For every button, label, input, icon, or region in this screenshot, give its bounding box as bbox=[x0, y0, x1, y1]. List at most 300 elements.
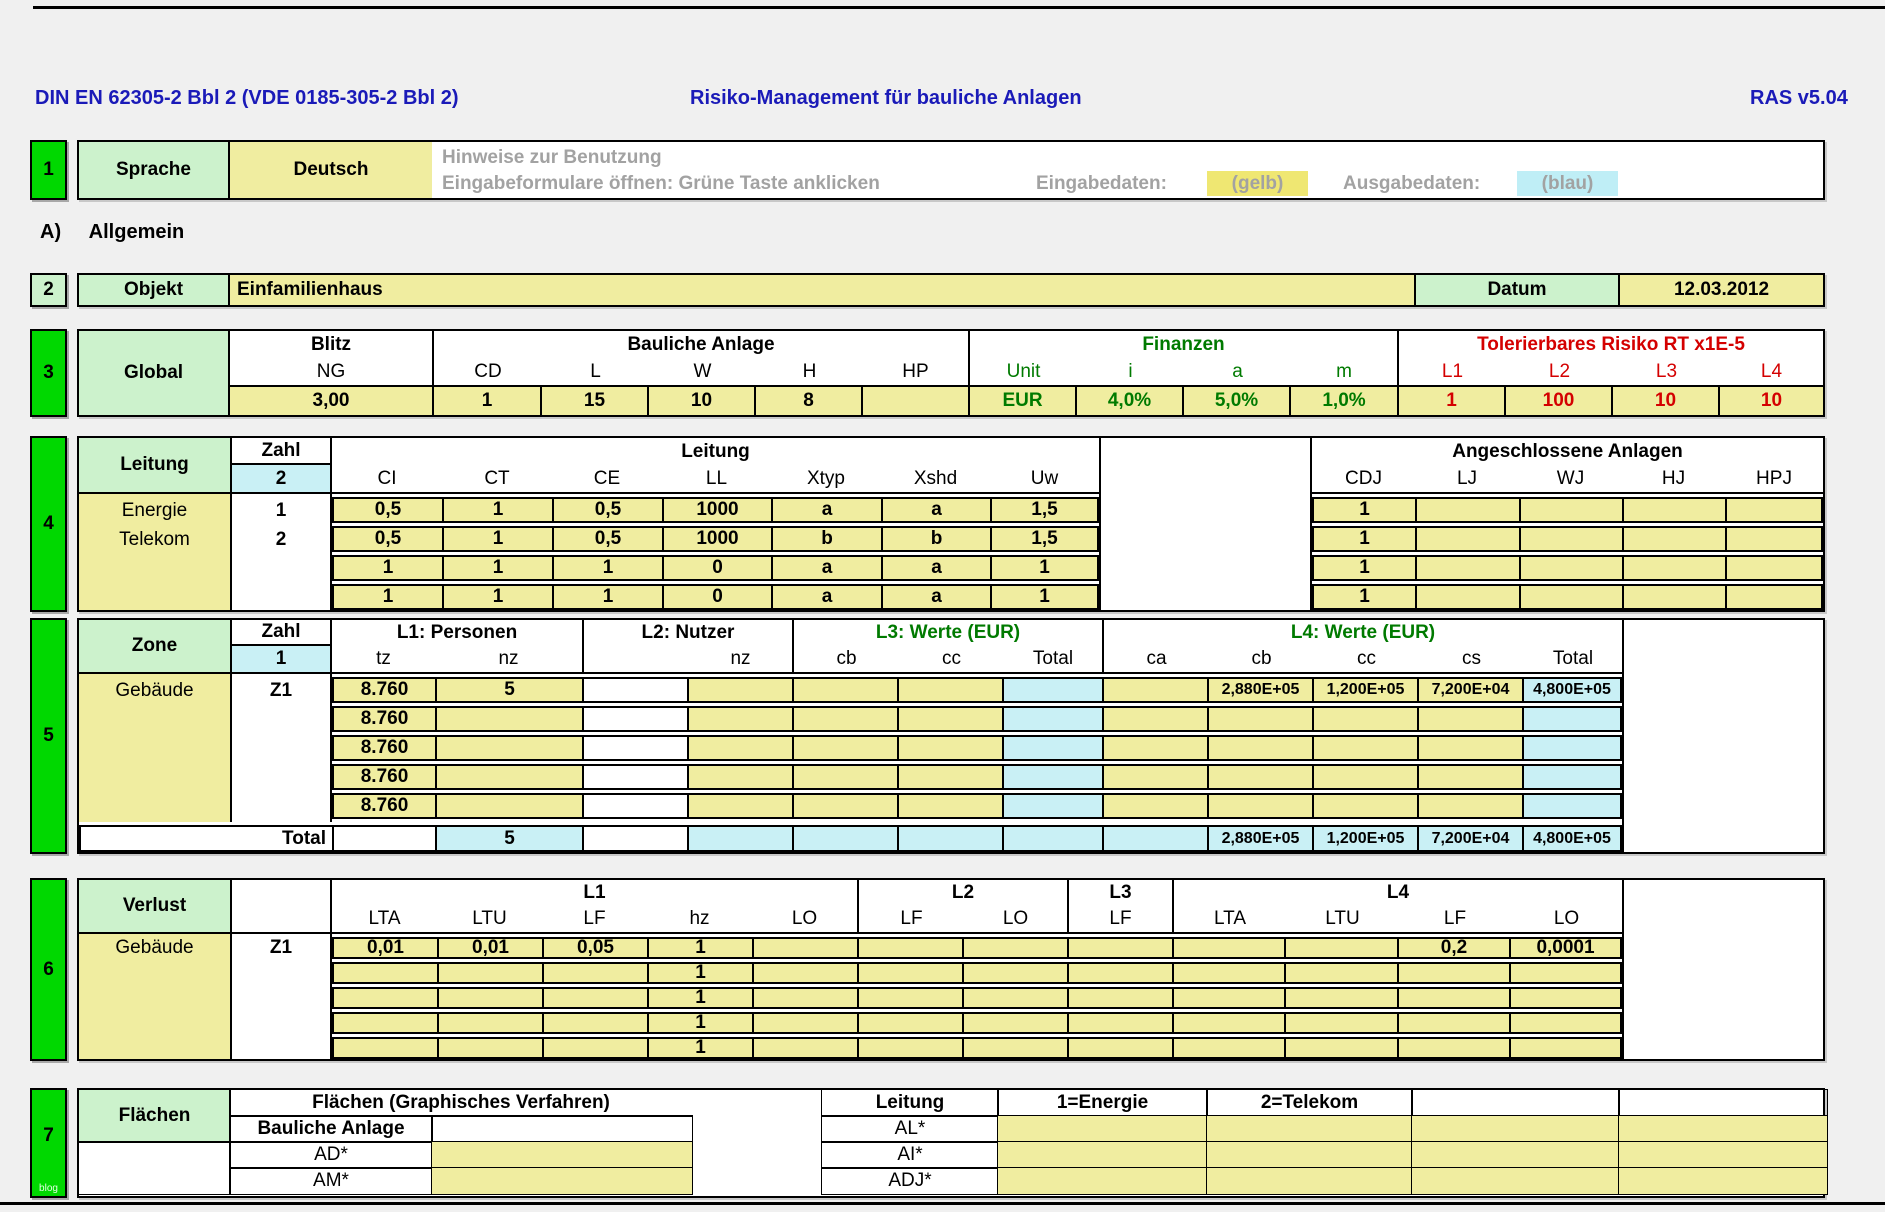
input-cell[interactable] bbox=[1619, 1116, 1827, 1142]
input-cell[interactable]: a bbox=[771, 557, 881, 579]
input-cell[interactable] bbox=[1207, 737, 1312, 759]
input-cell-cd[interactable]: 1 bbox=[432, 387, 540, 415]
input-cell[interactable]: a bbox=[771, 586, 881, 608]
input-cell[interactable] bbox=[1207, 1168, 1412, 1194]
input-cell[interactable] bbox=[752, 1014, 857, 1032]
col-header-blank bbox=[584, 646, 689, 672]
input-cell[interactable] bbox=[542, 1039, 647, 1057]
input-cell[interactable]: 1 bbox=[1314, 499, 1415, 521]
input-cell[interactable]: 0 bbox=[662, 586, 771, 608]
sheet-title: Risiko-Management für bauliche Anlagen bbox=[690, 87, 1082, 109]
input-cell[interactable] bbox=[962, 1039, 1067, 1057]
output-cell-cc: 1,200E+05 bbox=[1312, 827, 1417, 850]
watermark-text: blog bbox=[39, 1183, 58, 1194]
col-header-ca: ca bbox=[1146, 648, 1167, 669]
output-cell bbox=[1002, 766, 1102, 788]
input-cell[interactable] bbox=[1417, 766, 1522, 788]
col-header-l4-lta: LTA bbox=[1213, 908, 1247, 929]
input-cell-tz[interactable]: 8.760 bbox=[334, 679, 435, 701]
zone-name[interactable] bbox=[79, 674, 230, 822]
input-cell[interactable] bbox=[857, 1014, 962, 1032]
spacer-cell bbox=[582, 827, 687, 850]
col-header-cb: cb bbox=[836, 648, 857, 669]
input-cell[interactable]: a bbox=[881, 499, 990, 521]
input-cell-l4-lo[interactable]: 0,0001 bbox=[1509, 939, 1620, 957]
input-cell-rt-l3[interactable]: 10 bbox=[1611, 387, 1718, 415]
input-cell-rt-l2[interactable]: 100 bbox=[1504, 387, 1611, 415]
input-cell[interactable] bbox=[437, 1039, 542, 1057]
input-cell[interactable] bbox=[1519, 557, 1622, 579]
input-cell[interactable] bbox=[1172, 1039, 1284, 1057]
spacer-cell bbox=[692, 1090, 822, 1194]
input-cell[interactable] bbox=[1207, 708, 1312, 730]
group-l3 bbox=[1067, 880, 1172, 932]
group-l2-title: L2: Nutzer bbox=[641, 622, 735, 643]
table-row bbox=[1312, 526, 1823, 552]
input-cell[interactable] bbox=[1725, 586, 1821, 608]
output-cell bbox=[1522, 795, 1620, 817]
input-cell[interactable] bbox=[1172, 964, 1284, 982]
input-cell[interactable]: 1 bbox=[1314, 586, 1415, 608]
zone-label: Zone bbox=[79, 620, 230, 672]
col-header-xtyp: Xtyp bbox=[806, 467, 846, 489]
group-blitz bbox=[230, 331, 432, 385]
leitung-names[interactable] bbox=[79, 494, 230, 610]
group-bauliche-anlage bbox=[432, 331, 968, 385]
input-cell[interactable]: 1 bbox=[552, 557, 662, 579]
page-border-bottom bbox=[0, 1202, 1885, 1205]
input-cell[interactable]: 1,5 bbox=[990, 499, 1097, 521]
input-cell[interactable] bbox=[857, 939, 962, 957]
input-cell-hp[interactable] bbox=[861, 387, 968, 415]
zone-id-text[interactable]: Z1 bbox=[269, 937, 293, 958]
input-cell[interactable] bbox=[1417, 708, 1522, 730]
input-cell[interactable]: 1,5 bbox=[990, 528, 1097, 550]
col-header-nz2: nz bbox=[730, 648, 751, 669]
zahl-header: Zahl bbox=[232, 438, 330, 465]
input-cell[interactable] bbox=[1172, 989, 1284, 1007]
col-header-l2-lo: LO bbox=[1002, 908, 1029, 929]
input-cell[interactable] bbox=[1067, 939, 1172, 957]
input-cell[interactable] bbox=[1412, 1168, 1619, 1194]
blank-header-cell bbox=[1619, 1090, 1827, 1116]
col-header-l4: L4 bbox=[1760, 360, 1783, 382]
group-finanzen bbox=[968, 331, 1397, 385]
input-cell[interactable]: a bbox=[881, 586, 990, 608]
output-cell bbox=[792, 827, 897, 850]
group-anlagen-title: Angeschlossene Anlagen bbox=[1452, 440, 1683, 462]
group-angeschlossene-anlagen bbox=[1312, 438, 1823, 494]
input-cell[interactable] bbox=[334, 1014, 437, 1032]
input-cell-tz[interactable]: 8.760 bbox=[334, 766, 435, 788]
input-cell[interactable] bbox=[1622, 528, 1725, 550]
objekt-value[interactable]: Einfamilienhaus bbox=[230, 275, 1414, 305]
input-cell[interactable] bbox=[1102, 708, 1207, 730]
input-cell-hz[interactable]: 1 bbox=[647, 964, 752, 982]
input-cell[interactable]: 0 bbox=[662, 557, 771, 579]
datum-value[interactable]: 12.03.2012 bbox=[1618, 275, 1823, 305]
col-header-xshd: Xshd bbox=[913, 467, 958, 489]
col-header-hj: HJ bbox=[1661, 467, 1686, 489]
input-cell[interactable] bbox=[897, 795, 1002, 817]
input-cell[interactable] bbox=[1172, 1014, 1284, 1032]
input-cell[interactable] bbox=[857, 964, 962, 982]
col-header-hz: hz bbox=[689, 908, 710, 929]
blank-cell bbox=[79, 1142, 230, 1194]
section-zone bbox=[77, 618, 1825, 854]
input-cell[interactable] bbox=[897, 737, 1002, 759]
input-cell[interactable] bbox=[334, 1039, 437, 1057]
input-cell[interactable]: 0,5 bbox=[334, 528, 442, 550]
input-cell-hz[interactable]: 1 bbox=[647, 939, 752, 957]
input-cell[interactable]: 0,5 bbox=[552, 499, 662, 521]
input-cell[interactable] bbox=[1207, 1142, 1412, 1168]
input-cell[interactable] bbox=[687, 766, 792, 788]
input-cell[interactable]: 1 bbox=[442, 528, 552, 550]
input-cell[interactable] bbox=[962, 964, 1067, 982]
group-l3-werte bbox=[792, 620, 1102, 672]
input-cell[interactable] bbox=[897, 679, 1002, 701]
input-cell[interactable] bbox=[897, 766, 1002, 788]
input-cell[interactable] bbox=[1284, 939, 1397, 957]
input-cell[interactable] bbox=[542, 964, 647, 982]
col-header-cc2: cc bbox=[1357, 648, 1376, 669]
input-cell-rt-l4[interactable]: 10 bbox=[1718, 387, 1823, 415]
output-cell bbox=[897, 827, 1002, 850]
col-header-hpj: HPJ bbox=[1756, 467, 1792, 489]
input-cell[interactable]: b bbox=[771, 528, 881, 550]
input-cell[interactable] bbox=[1415, 557, 1519, 579]
input-cell[interactable] bbox=[1619, 1168, 1827, 1194]
input-cell[interactable] bbox=[432, 1168, 692, 1194]
input-cell-hz[interactable]: 1 bbox=[647, 989, 752, 1007]
col-header-ng: NG bbox=[316, 360, 346, 382]
section-global bbox=[77, 329, 1825, 417]
input-cell[interactable]: 1000 bbox=[662, 499, 771, 521]
col-header-ll: LL bbox=[705, 467, 728, 489]
col-header-lo: LO bbox=[791, 908, 818, 929]
input-cell-lf[interactable]: 0,05 bbox=[542, 939, 647, 957]
input-cell[interactable] bbox=[752, 1039, 857, 1057]
input-cell-hz[interactable]: 1 bbox=[647, 1039, 752, 1057]
leitung-name-1[interactable]: Energie bbox=[121, 500, 188, 521]
input-cell[interactable]: 1 bbox=[442, 557, 552, 579]
row-label-al: AL* bbox=[822, 1116, 998, 1142]
input-cell[interactable] bbox=[1207, 766, 1312, 788]
input-cell[interactable] bbox=[1415, 586, 1519, 608]
input-cell-a[interactable]: 5,0% bbox=[1182, 387, 1289, 415]
col-header-ce: CE bbox=[593, 467, 621, 489]
input-cell[interactable]: 1 bbox=[1314, 557, 1415, 579]
input-cell[interactable] bbox=[1509, 1039, 1620, 1057]
input-cell-l[interactable]: 15 bbox=[540, 387, 647, 415]
input-cell[interactable] bbox=[1519, 528, 1622, 550]
input-cell[interactable] bbox=[857, 989, 962, 1007]
input-cell-ng[interactable]: 3,00 bbox=[230, 387, 432, 415]
input-cell[interactable] bbox=[1102, 795, 1207, 817]
input-cell-lta[interactable]: 0,01 bbox=[334, 939, 437, 957]
section-7-button[interactable] bbox=[30, 1088, 67, 1198]
input-cell[interactable]: 1 bbox=[1314, 528, 1415, 550]
input-cell[interactable] bbox=[1284, 1039, 1397, 1057]
input-cell[interactable] bbox=[792, 737, 897, 759]
input-cell[interactable] bbox=[687, 795, 792, 817]
energie-col-header: 1=Energie bbox=[998, 1090, 1207, 1116]
input-cell[interactable] bbox=[752, 964, 857, 982]
input-cell[interactable] bbox=[1619, 1142, 1827, 1168]
input-cell[interactable] bbox=[334, 964, 437, 982]
section-flaechen bbox=[77, 1088, 1825, 1198]
group-risiko-title: Tolerierbares Risiko RT x1E-5 bbox=[1477, 333, 1745, 355]
input-cell[interactable] bbox=[1397, 989, 1509, 1007]
input-cell[interactable]: 1 bbox=[552, 586, 662, 608]
zone-id[interactable] bbox=[230, 674, 332, 822]
input-cell[interactable] bbox=[435, 795, 582, 817]
input-cell[interactable] bbox=[1509, 1014, 1620, 1032]
output-cell bbox=[1522, 737, 1620, 759]
input-cell[interactable] bbox=[962, 939, 1067, 957]
input-cell[interactable] bbox=[1412, 1142, 1619, 1168]
input-cell[interactable] bbox=[1102, 737, 1207, 759]
input-cell-tz[interactable]: 8.760 bbox=[334, 708, 435, 730]
input-cell-i[interactable]: 4,0% bbox=[1075, 387, 1182, 415]
col-header-lta: LTA bbox=[368, 908, 401, 929]
input-cell[interactable] bbox=[1519, 499, 1622, 521]
input-cell[interactable] bbox=[962, 989, 1067, 1007]
row-label-am: AM* bbox=[230, 1168, 432, 1194]
group-l4-title: L4: Werte (EUR) bbox=[1290, 622, 1436, 643]
input-cell[interactable] bbox=[1312, 708, 1417, 730]
group-l3-title: L3 bbox=[1109, 882, 1132, 903]
sprache-label: Sprache bbox=[79, 142, 230, 198]
input-cell-cc[interactable]: 1,200E+05 bbox=[1312, 679, 1417, 701]
input-cell-l4-lf[interactable]: 0,2 bbox=[1397, 939, 1509, 957]
page-border-top bbox=[33, 6, 1885, 9]
input-cell[interactable] bbox=[1067, 989, 1172, 1007]
input-cell[interactable] bbox=[435, 708, 582, 730]
input-cell[interactable]: 1 bbox=[990, 586, 1097, 608]
col-header-unit: Unit bbox=[1006, 360, 1041, 382]
verlust-zone-id[interactable] bbox=[230, 934, 330, 1059]
input-cell[interactable] bbox=[687, 679, 792, 701]
input-cell-rt-l1[interactable]: 1 bbox=[1397, 387, 1504, 415]
input-cell[interactable] bbox=[857, 1039, 962, 1057]
col-header-ct: CT bbox=[484, 467, 510, 489]
group-finanzen-title: Finanzen bbox=[1142, 333, 1225, 355]
input-cell[interactable] bbox=[752, 989, 857, 1007]
input-cell[interactable] bbox=[1067, 1039, 1172, 1057]
input-cell[interactable] bbox=[542, 989, 647, 1007]
output-cell bbox=[1522, 708, 1620, 730]
table-row bbox=[332, 706, 1622, 732]
input-cell[interactable] bbox=[1067, 1014, 1172, 1032]
col-header-cd: CD bbox=[474, 360, 502, 382]
input-cell-cb[interactable]: 2,880E+05 bbox=[1207, 679, 1312, 701]
document-title: DIN EN 62305-2 Bbl 2 (VDE 0185-305-2 Bbl 2) bbox=[35, 87, 459, 109]
input-cell[interactable] bbox=[687, 737, 792, 759]
input-cell[interactable]: b bbox=[881, 528, 990, 550]
input-cell[interactable] bbox=[1417, 795, 1522, 817]
table-row bbox=[332, 526, 1099, 552]
input-cell[interactable]: a bbox=[881, 557, 990, 579]
input-cell[interactable] bbox=[1415, 499, 1519, 521]
zahl-output: 2 bbox=[232, 465, 330, 492]
input-cell[interactable] bbox=[1102, 766, 1207, 788]
input-cell[interactable]: 1 bbox=[334, 586, 442, 608]
table-row bbox=[332, 584, 1099, 610]
input-cell-w[interactable]: 10 bbox=[647, 387, 754, 415]
input-cell[interactable] bbox=[752, 939, 857, 957]
input-cell[interactable] bbox=[435, 737, 582, 759]
input-cell[interactable] bbox=[1622, 586, 1725, 608]
input-cell[interactable] bbox=[998, 1168, 1207, 1194]
blank-header-cell bbox=[230, 880, 330, 932]
col-header-a: a bbox=[1232, 360, 1243, 382]
zahl-output: 1 bbox=[232, 646, 330, 672]
input-cell[interactable] bbox=[1284, 964, 1397, 982]
input-cell[interactable]: 0,5 bbox=[552, 528, 662, 550]
input-cell-nz[interactable]: 5 bbox=[435, 679, 582, 701]
section-a-prefix: A) bbox=[40, 221, 62, 243]
input-cell[interactable] bbox=[437, 989, 542, 1007]
input-cell[interactable]: 1000 bbox=[662, 528, 771, 550]
col-header-cs: cs bbox=[1462, 648, 1481, 669]
input-cell[interactable] bbox=[1725, 557, 1821, 579]
input-cell[interactable] bbox=[792, 795, 897, 817]
spacer-cell bbox=[1622, 620, 1823, 852]
input-cell-tz[interactable]: 8.760 bbox=[334, 737, 435, 759]
section-7-number: 7 bbox=[43, 1125, 54, 1146]
section-5-button[interactable]: 5 bbox=[30, 618, 67, 854]
blue-legend-swatch: (blau) bbox=[1517, 171, 1618, 196]
input-cell[interactable] bbox=[998, 1142, 1207, 1168]
group-l4-title: L4 bbox=[1386, 882, 1410, 903]
output-cell-total-nz: 5 bbox=[435, 827, 582, 850]
total-row bbox=[79, 825, 1622, 852]
input-cell[interactable] bbox=[1417, 737, 1522, 759]
col-header-wj: WJ bbox=[1556, 467, 1585, 489]
input-cell[interactable] bbox=[1397, 964, 1509, 982]
col-header-i: i bbox=[1128, 360, 1133, 382]
input-cell[interactable]: 1 bbox=[334, 557, 442, 579]
input-cell[interactable] bbox=[435, 766, 582, 788]
input-cell[interactable] bbox=[1412, 1116, 1619, 1142]
input-cell[interactable] bbox=[962, 1014, 1067, 1032]
input-cell[interactable]: 1 bbox=[442, 499, 552, 521]
verlust-zone-name[interactable] bbox=[79, 934, 230, 1059]
output-cell bbox=[1002, 827, 1102, 850]
input-cell-hz[interactable]: 1 bbox=[647, 1014, 752, 1032]
input-cell[interactable] bbox=[1622, 557, 1725, 579]
group-risiko bbox=[1397, 331, 1823, 385]
input-cell[interactable] bbox=[897, 708, 1002, 730]
col-header-nz: nz bbox=[498, 648, 519, 669]
row-label-ad: AD* bbox=[230, 1142, 432, 1168]
section-2-button[interactable]: 2 bbox=[30, 273, 67, 307]
sprache-value[interactable]: Deutsch bbox=[230, 142, 432, 198]
input-cell[interactable] bbox=[1207, 1116, 1412, 1142]
input-cell[interactable] bbox=[334, 989, 437, 1007]
group-flaechen-title: Flächen (Graphisches Verfahren) bbox=[230, 1090, 692, 1116]
input-cell[interactable] bbox=[1312, 737, 1417, 759]
input-cell[interactable] bbox=[1519, 586, 1622, 608]
group-l2-title: L2 bbox=[951, 882, 975, 903]
input-cell[interactable] bbox=[1397, 1014, 1509, 1032]
section-4-button[interactable]: 4 bbox=[30, 436, 67, 612]
input-cell[interactable] bbox=[1415, 528, 1519, 550]
input-cell[interactable] bbox=[1067, 964, 1172, 982]
section-1-button[interactable]: 1 bbox=[30, 140, 67, 200]
input-data-label: Eingabedaten: bbox=[1036, 173, 1167, 194]
leitung-name-2[interactable]: Telekom bbox=[119, 529, 190, 550]
datum-label: Datum bbox=[1414, 275, 1618, 305]
section-3-button[interactable]: 3 bbox=[30, 329, 67, 417]
table-row bbox=[332, 1037, 1622, 1059]
input-cell[interactable] bbox=[998, 1116, 1207, 1142]
input-cell[interactable] bbox=[1172, 939, 1284, 957]
group-leitung-title: Leitung bbox=[681, 440, 750, 462]
input-cell[interactable] bbox=[687, 708, 792, 730]
zone-id-text[interactable]: Z1 bbox=[269, 680, 293, 701]
input-cell[interactable] bbox=[1509, 989, 1620, 1007]
input-cell[interactable] bbox=[1312, 766, 1417, 788]
input-cell[interactable] bbox=[437, 1014, 542, 1032]
zahl-header: Zahl bbox=[232, 620, 330, 646]
input-cell[interactable] bbox=[432, 1142, 692, 1168]
input-cell-m[interactable]: 1,0% bbox=[1289, 387, 1397, 415]
zone-name-text[interactable]: Gebäude bbox=[115, 680, 194, 701]
zone-name-text[interactable]: Gebäude bbox=[115, 937, 194, 958]
input-cell[interactable] bbox=[1725, 528, 1821, 550]
input-cell[interactable] bbox=[437, 964, 542, 982]
input-cell[interactable] bbox=[1102, 679, 1207, 701]
leitung-no-2: 2 bbox=[275, 529, 287, 550]
input-cell-cs[interactable]: 7,200E+04 bbox=[1417, 679, 1522, 701]
input-cell-tz[interactable]: 8.760 bbox=[334, 795, 435, 817]
input-cell[interactable]: 0,5 bbox=[334, 499, 442, 521]
input-cell[interactable] bbox=[1509, 964, 1620, 982]
input-cell[interactable] bbox=[1622, 499, 1725, 521]
section-6-button[interactable]: 6 bbox=[30, 878, 67, 1061]
total-label: Total bbox=[282, 827, 326, 849]
group-l1-title: L1 bbox=[583, 882, 606, 903]
input-cell[interactable] bbox=[1312, 795, 1417, 817]
table-row bbox=[332, 987, 1622, 1009]
table-row bbox=[1312, 555, 1823, 581]
output-cell-total: 4,800E+05 bbox=[1522, 679, 1620, 701]
input-cell-h[interactable]: 8 bbox=[754, 387, 861, 415]
input-cell[interactable] bbox=[1284, 989, 1397, 1007]
flaechen-label: Flächen bbox=[79, 1090, 230, 1142]
input-cell[interactable] bbox=[1207, 795, 1312, 817]
input-cell[interactable]: a bbox=[771, 499, 881, 521]
leitung-label: Leitung bbox=[79, 438, 230, 492]
input-cell[interactable] bbox=[792, 679, 897, 701]
input-cell[interactable] bbox=[1397, 1039, 1509, 1057]
input-cell[interactable]: 1 bbox=[990, 557, 1097, 579]
group-l2-nutzer bbox=[582, 620, 792, 672]
input-cell[interactable] bbox=[542, 1014, 647, 1032]
input-cell[interactable] bbox=[792, 766, 897, 788]
input-cell[interactable] bbox=[1284, 1014, 1397, 1032]
input-cell[interactable] bbox=[1725, 499, 1821, 521]
col-header-l4-lo: LO bbox=[1553, 908, 1580, 929]
input-cell[interactable]: 1 bbox=[442, 586, 552, 608]
input-cell-ltu[interactable]: 0,01 bbox=[437, 939, 542, 957]
input-cell[interactable] bbox=[792, 708, 897, 730]
output-cell bbox=[332, 827, 435, 850]
input-cell-unit[interactable]: EUR bbox=[968, 387, 1075, 415]
